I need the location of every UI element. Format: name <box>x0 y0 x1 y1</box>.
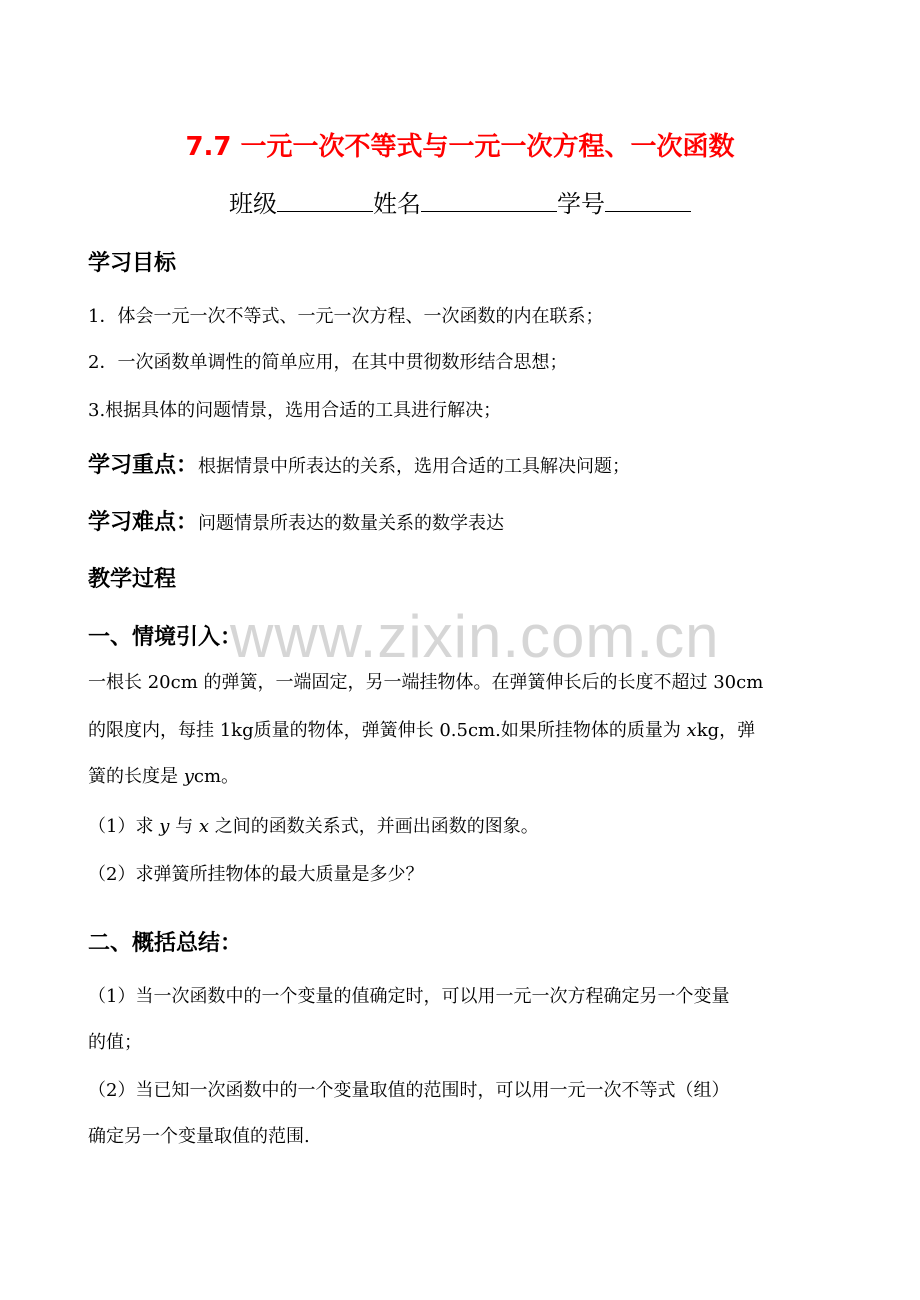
section1-para-line2-post: kg，弹 <box>696 720 756 741</box>
difficult-point-label: 学习难点： <box>88 510 199 535</box>
document-title: 7.7 一元一次不等式与一元一次方程、一次函数 <box>185 132 735 162</box>
difficult-point-line <box>88 505 504 536</box>
section1-para-line1: 一根长 20cm 的弹簧，一端固定，另一端挂物体。在弹簧伸长后的长度不超过 30cm <box>88 672 764 693</box>
watermark: www.zixin.com.cn <box>230 603 720 670</box>
question-1 <box>88 812 539 838</box>
objective-item-3: 3.根据具体的问题情景，选用合适的工具进行解决； <box>88 400 502 421</box>
id-blank <box>605 189 691 212</box>
section1-para-line3-pre: 簧的长度是 <box>88 766 184 787</box>
question-1-y: y <box>159 816 170 837</box>
question-1-x: x <box>198 816 209 837</box>
question-1-pre: （1）求 <box>88 816 160 837</box>
key-point-text: 根据情景中所表达的关系，选用合适的工具解决问题； <box>198 456 631 477</box>
objective-item-1: 1．体会一元一次不等式、一元一次方程、一次函数的内在联系； <box>88 306 604 327</box>
class-blank <box>277 189 373 212</box>
objectives-heading: 学习目标 <box>88 251 177 276</box>
section1-para-line3 <box>88 762 239 788</box>
section1-heading: 一、情境引入： <box>88 625 243 650</box>
section1-para-line3-post: cm。 <box>193 766 240 787</box>
student-info-line <box>0 184 920 219</box>
summary-item-1-line1: （1）当一次函数中的一个变量的值确定时，可以用一元一次方程确定另一个变量 <box>88 986 730 1007</box>
difficult-point-text: 问题情景所表达的数量关系的数学表达 <box>198 513 505 534</box>
question-2: （2）求弹簧所挂物体的最大质量是多少？ <box>88 864 424 885</box>
question-1-mid: 与 <box>169 816 199 837</box>
key-point-line <box>88 448 630 479</box>
id-label: 学号 <box>557 190 605 218</box>
name-blank <box>421 189 557 212</box>
name-label: 姓名 <box>373 190 421 218</box>
question-1-post: 之间的函数关系式，并画出函数的图象。 <box>208 816 539 837</box>
section1-para-line2 <box>88 716 755 742</box>
key-point-label: 学习重点： <box>88 453 199 478</box>
variable-y: y <box>183 766 194 787</box>
summary-item-2-line2: 确定另一个变量取值的范围. <box>88 1126 310 1147</box>
objective-item-2: 2．一次函数单调性的简单应用，在其中贯彻数形结合思想； <box>88 352 568 373</box>
section1-para-line2-pre: 的限度内，每挂 1kg质量的物体，弹簧伸长 0.5cm.如果所挂物体的质量为 <box>88 720 687 741</box>
class-label: 班级 <box>229 190 277 218</box>
summary-item-1-line2: 的值； <box>88 1032 142 1053</box>
section2-heading: 二、概括总结： <box>88 931 243 956</box>
process-heading: 教学过程 <box>88 567 177 592</box>
variable-x: x <box>686 720 697 741</box>
summary-item-2-line1: （2）当已知一次函数中的一个变量取值的范围时，可以用一元一次不等式（组） <box>88 1080 730 1101</box>
